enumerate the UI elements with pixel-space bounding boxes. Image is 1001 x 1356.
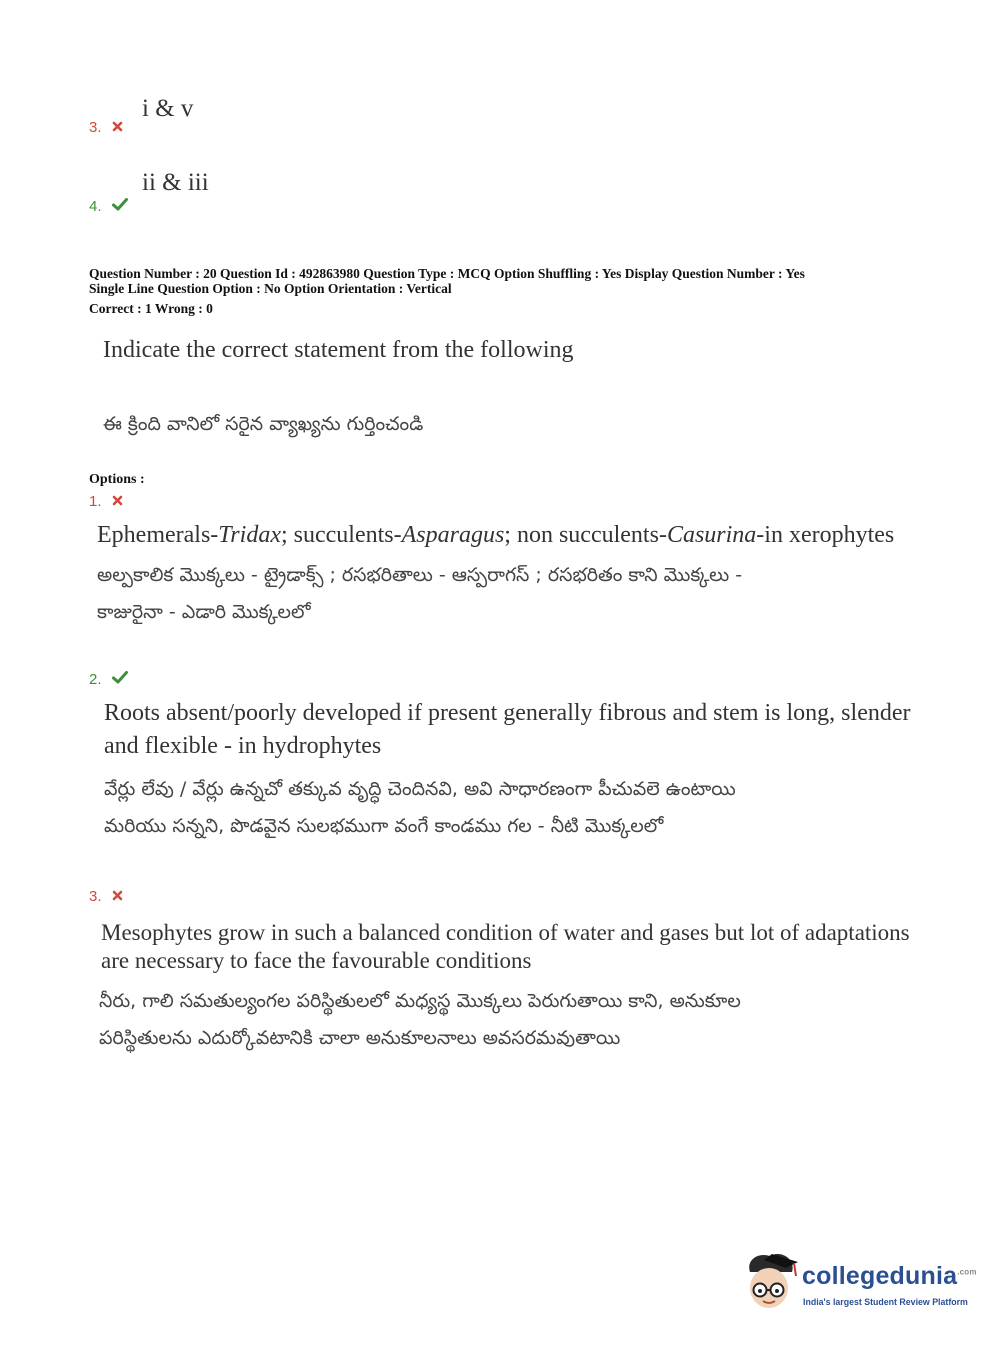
option-3-number	[89, 888, 123, 905]
option-3-text-english-line-2: are necessary to face the favourable conditions	[101, 948, 532, 973]
option-number-label: 4.	[89, 198, 102, 215]
prev-option-4-number	[89, 198, 128, 215]
option-number-label: 3.	[89, 119, 102, 136]
question-text-telugu: ఈ క్రింది వానిలో సరైన వ్యాఖ్యను గుర్తించండి	[103, 413, 424, 435]
option-2-text-english-line-2: and flexible - in hydrophytes	[104, 733, 382, 759]
option-1-number	[89, 493, 123, 510]
logo-suffix: .com	[957, 1267, 977, 1277]
species-name: Casurina	[666, 522, 757, 548]
wrong-cross-icon	[112, 493, 123, 510]
question-text-english: Indicate the correct statement from the following	[103, 337, 574, 363]
wrong-cross-icon	[112, 888, 123, 905]
correct-check-icon	[112, 671, 128, 688]
text-segment: ; succulents-	[280, 522, 402, 548]
question-meta-line-1: Question Number : 20 Question Id : 492863980 Question Type : MCQ Option Shuffling : Yes Display Question Number : Yes	[89, 266, 805, 281]
question-meta-line-3: Correct : 1 Wrong : 0	[89, 301, 213, 316]
options-label: Options :	[89, 472, 145, 487]
option-1-text-telugu-line-1: అల్పకాలిక మొక్కలు - ట్రైడాక్స్ ; రసభరితాలు - ఆస్పరాగస్ ; రసభరితం కాని మొక్కలు -	[97, 564, 743, 586]
option-2-text-telugu-line-2: మరియు సన్నని, పొడవైన సులభముగా వంగే కాండము గల - నీటి మొక్కలలో	[104, 815, 664, 837]
option-3-text-telugu-line-2: పరిస్థితులను ఎదుర్కోవటానికి చాలా అనుకూలనాలు అవసరమవుతాయి	[99, 1027, 621, 1049]
prev-option-3-number	[89, 119, 123, 136]
text-segment: Ephemerals-	[97, 522, 219, 548]
option-number-label: 3.	[89, 888, 102, 905]
option-3-text-english-line-1: Mesophytes grow in such a balanced condition of water and gases but lot of adaptations	[101, 920, 910, 945]
text-segment: -in xerophytes	[756, 522, 895, 548]
species-name: Tridax	[218, 522, 281, 548]
option-number-label: 1.	[89, 493, 102, 510]
option-2-number	[89, 671, 128, 688]
option-number-label: 2.	[89, 671, 102, 688]
option-2-text-telugu-line-1: వేర్లు లేవు / వేర్లు ఉన్నచో తక్కువ వృద్ధి చెందినవి, అవి సాధారణంగా పీచువలె ఉంటాయి	[104, 778, 736, 800]
option-1-text-telugu-line-2: కాజురైనా - ఎడారి మొక్కలలో	[97, 601, 311, 623]
option-1-text-english	[97, 518, 894, 552]
text-segment: ; non succulents-	[504, 522, 667, 548]
prev-option-3-text: i & v	[142, 95, 194, 122]
option-2-text-english-line-1: Roots absent/poorly developed if present generally fibrous and stem is long, slender	[104, 700, 911, 726]
question-meta-line-2: Single Line Question Option : No Option Orientation : Vertical	[89, 281, 452, 296]
option-3-text-telugu-line-1: నీరు, గాలి సమతుల్యంగల పరిస్థితులలో మధ్యస్థ మొక్కలు పెరుగుతాయి కాని, అనుకూల	[99, 990, 741, 1012]
mascot-icon	[742, 1250, 800, 1312]
wrong-cross-icon	[112, 119, 123, 136]
species-name: Asparagus	[401, 522, 505, 548]
logo-tagline: India's largest Student Review Platform	[803, 1297, 968, 1307]
correct-check-icon	[112, 198, 128, 215]
prev-option-4-text: ii & iii	[142, 169, 209, 196]
collegedunia-logo	[742, 1250, 977, 1316]
logo-wordmark: collegedunia	[802, 1262, 958, 1290]
